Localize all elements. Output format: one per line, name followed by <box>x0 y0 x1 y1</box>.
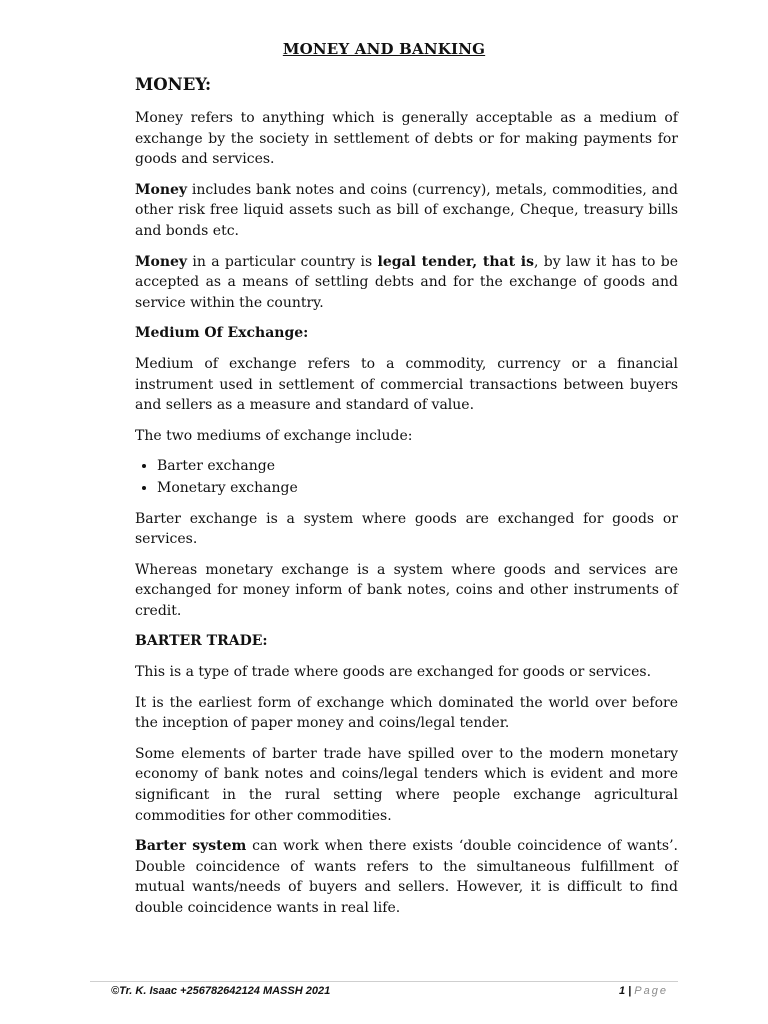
paragraph-text: includes bank notes and coins (currency), metals, commodities, and other risk free liquid assets such as bill of exchange, Cheque, treasury bills and bonds etc. <box>135 181 678 239</box>
paragraph-barter-exchange: Barter exchange is a system where goods are exchanged for goods or services. <box>135 510 678 548</box>
paragraph-barter-history: It is the earliest form of exchange which dominated the world over before the inception of paper money and coins/legal tender. <box>135 694 678 732</box>
paragraph-medium-definition: Medium of exchange refers to a commodity, currency or a financial instrument used in settlement of commercial transactions between buyers and sellers as a measure and standard of value. <box>135 355 678 414</box>
paragraph-text: in a particular country is <box>187 253 378 270</box>
page-separator: | <box>625 985 635 997</box>
subheading-barter-trade: BARTER TRADE: <box>135 633 268 650</box>
bold-term: Money <box>135 253 188 270</box>
document-body <box>135 72 678 929</box>
paragraph-barter-type: This is a type of trade where goods are exchanged for goods or services. <box>135 664 652 681</box>
list-item: • Barter exchange <box>157 456 678 477</box>
footer-author: ©Tr. K. Isaac +256782642124 MASSH 2021 <box>111 985 331 997</box>
paragraph-legal-tender <box>135 252 678 314</box>
paragraph-text: can work when there exists ‘double coincidence of wants’. Double coincidence of wants refers to the simultaneous fulfillment of mutual wants/needs of buyers and sellers. However, it is difficult to find double coincidence wants in real life. <box>135 838 678 916</box>
mediums-list <box>135 456 678 498</box>
bold-term: Money <box>135 181 188 198</box>
paragraph-money-definition: Money refers to anything which is generally acceptable as a medium of exchange by the society in settlement of debts or for making payments for goods and services. <box>135 110 678 168</box>
bold-term: legal tender, that is <box>377 253 534 270</box>
page-title: MONEY AND BANKING <box>282 40 486 58</box>
paragraph-money-includes <box>135 180 678 242</box>
bold-term: Barter system <box>135 838 247 855</box>
page-number: 1 <box>618 985 626 997</box>
paragraph-monetary-exchange: Whereas monetary exchange is a system where goods and services are exchanged for money inform of bank notes, coins and other instruments of credit. <box>135 561 678 619</box>
paragraph-barter-elements: Some elements of barter trade have spilled over to the modern monetary economy of bank notes and coins/legal tenders which is evident and more significant in the rural setting where people exchange agricultural commodities for other commodities. <box>135 745 678 824</box>
section-heading-money: MONEY: <box>135 75 212 94</box>
paragraph-two-mediums: The two mediums of exchange include: <box>135 427 413 444</box>
subheading-medium-of-exchange: Medium Of Exchange: <box>135 325 309 342</box>
footer-page-indicator <box>619 985 668 997</box>
paragraph-text: , by law it has to be accepted as a means of settling debts and for the exchange of goods and service within the country. <box>135 253 678 311</box>
list-item: • Monetary exchange <box>157 478 678 499</box>
page-label: Page <box>634 985 668 997</box>
footer-divider <box>90 981 678 982</box>
paragraph-barter-system <box>135 836 678 918</box>
